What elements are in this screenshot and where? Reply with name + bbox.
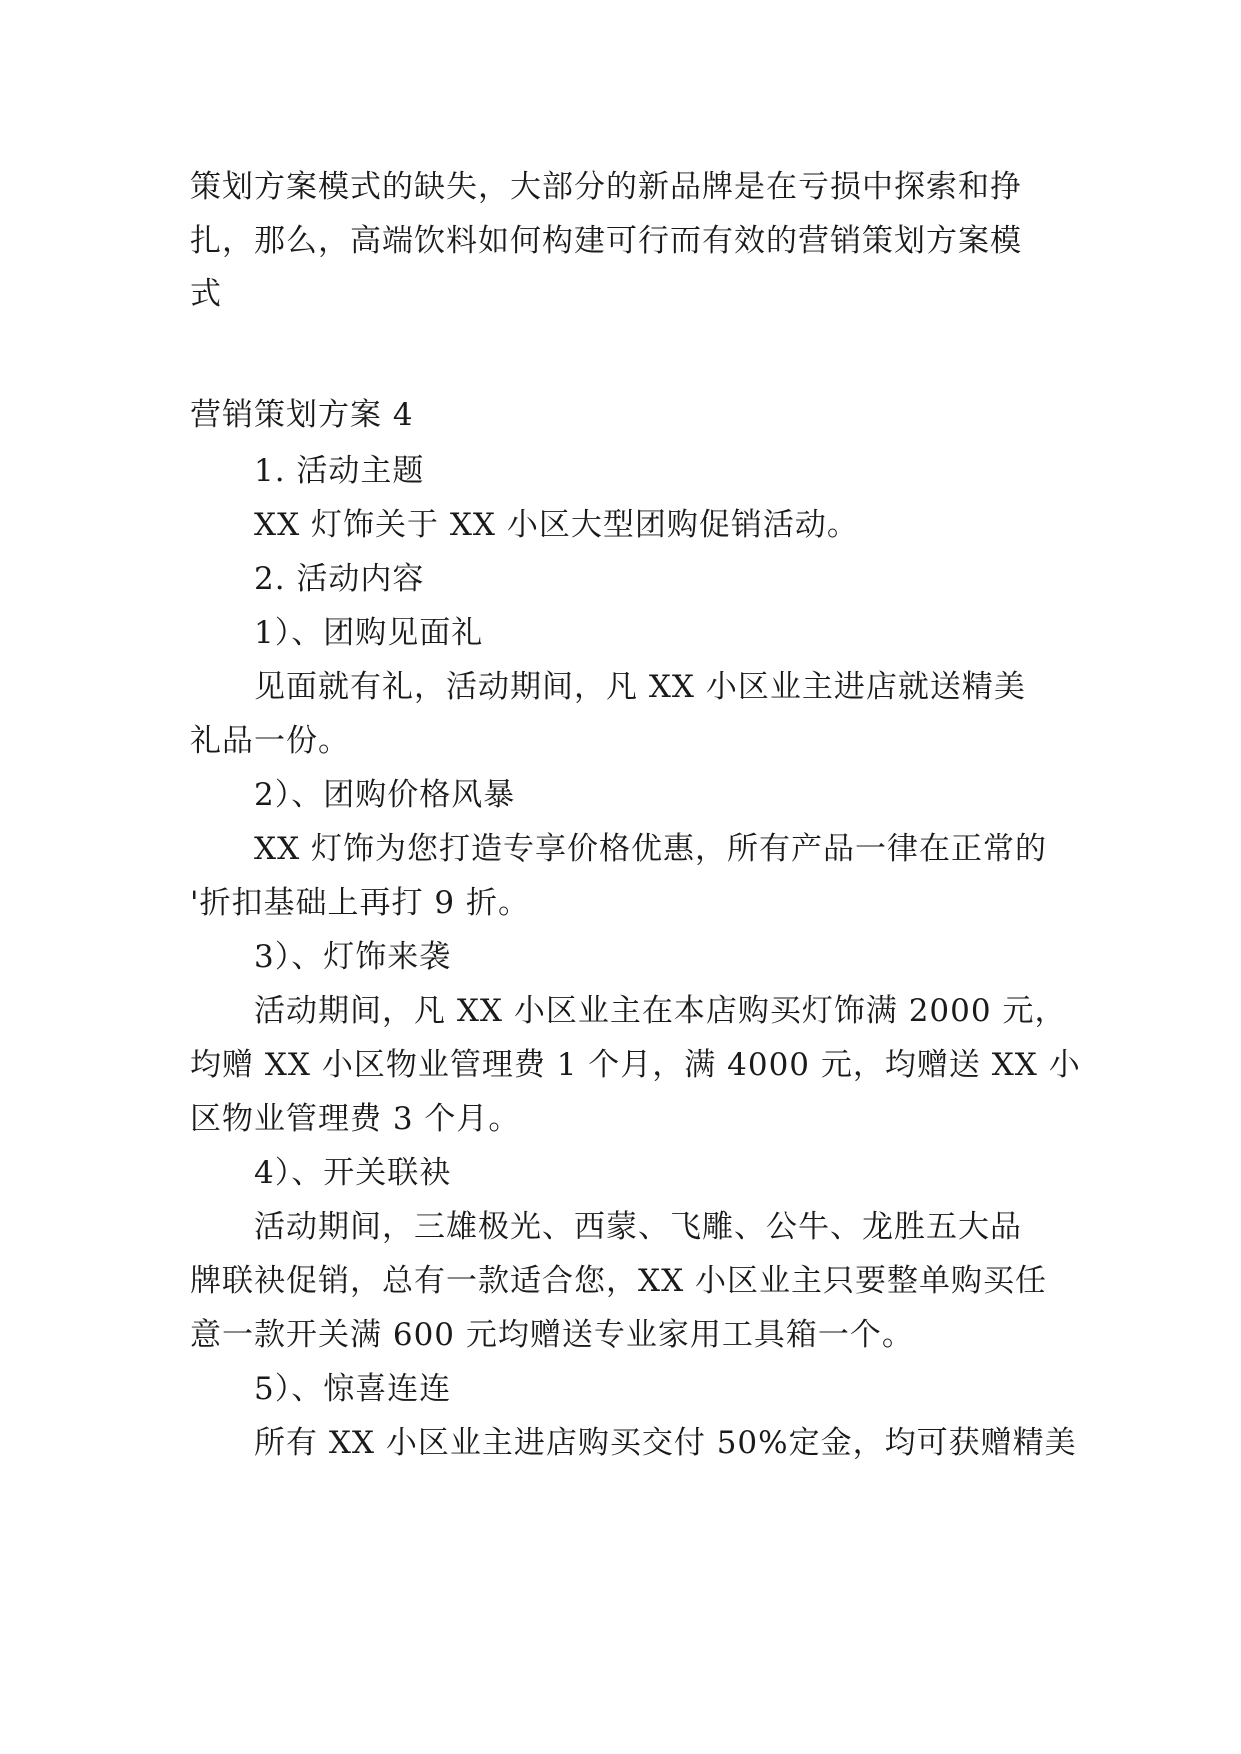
surprise-heading: 5）、惊喜连连 (254, 1371, 452, 1407)
intro-line-1: 策划方案模式的缺失，大部分的新品牌是在亏损中探索和挣 (190, 169, 1022, 205)
gift-line-1: 见面就有礼，活动期间，凡 XX 小区业主进店就送精美 (254, 669, 1026, 705)
intro-line-3: 式 (190, 276, 222, 312)
switch-line-1: 活动期间，三雄极光、西蒙、飞雕、公牛、龙胜五大品 (254, 1209, 1022, 1245)
gift-heading: 1）、团购见面礼 (254, 615, 484, 651)
switch-heading: 4）、开关联袂 (254, 1155, 452, 1191)
lamp-line-1: 活动期间，凡 XX 小区业主在本店购买灯饰满 2000 元， (254, 993, 1067, 1029)
theme-heading: 1. 活动主题 (254, 453, 425, 489)
content-heading: 2. 活动内容 (254, 561, 425, 597)
lamp-heading: 3）、灯饰来袭 (254, 939, 452, 975)
theme-text: XX 灯饰关于 XX 小区大型团购促销活动。 (254, 507, 859, 543)
price-heading: 2）、团购价格风暴 (254, 777, 516, 813)
switch-line-3: 意一款开关满 600 元均赠送专业家用工具箱一个。 (190, 1317, 914, 1353)
price-line-1: XX 灯饰为您打造专享价格优惠，所有产品一律在正常的 (254, 831, 1047, 867)
intro-line-2: 扎，那么，高端饮料如何构建可行而有效的营销策划方案模 (190, 223, 1022, 259)
surprise-line-1: 所有 XX 小区业主进店购买交付 50%定金，均可获赠精美 (254, 1425, 1077, 1461)
section-title: 营销策划方案 4 (190, 397, 414, 433)
price-line-2: '折扣基础上再打 9 折。 (190, 885, 530, 921)
lamp-line-3: 区物业管理费 3 个月。 (190, 1101, 521, 1137)
switch-line-2: 牌联袂促销，总有一款适合您，XX 小区业主只要整单购买任 (190, 1263, 1047, 1299)
lamp-line-2: 均赠 XX 小区物业管理费 1 个月，满 4000 元，均赠送 XX 小 (190, 1047, 1081, 1083)
gift-line-2: 礼品一份。 (190, 723, 350, 759)
